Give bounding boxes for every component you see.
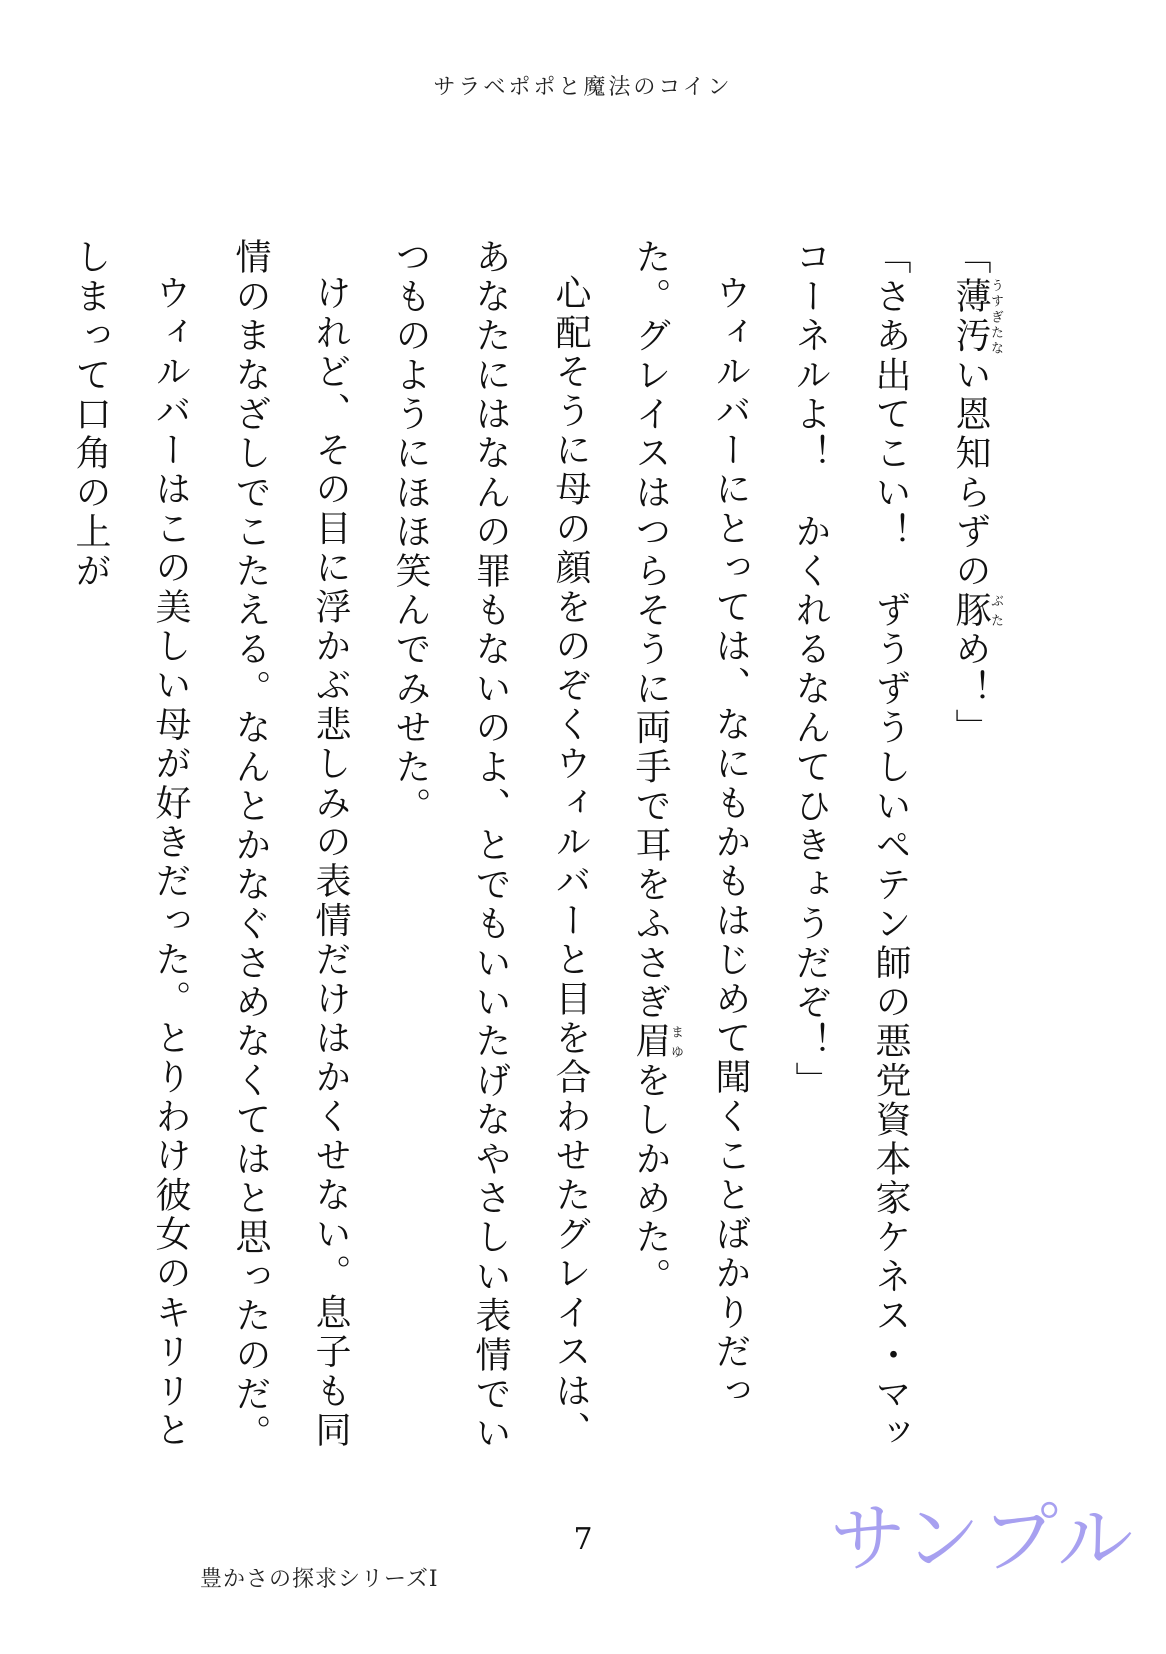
text-line-6: ウィルバーはこの美しい母が好きだった。とりわけ彼女のキリリとしまって口角の上が (70, 238, 191, 1450)
line-3-text: ウィルバーにとっては、なにもかもはじめて聞くことばかりだった。グレイスはつらそうに両手で耳をふさぎ (630, 238, 751, 1411)
line-1-open-quote: 「 (950, 238, 991, 278)
text-line-3 (610, 238, 770, 1458)
ruby-buta (950, 590, 1003, 631)
line-3-after: をしかめた。 (630, 1061, 671, 1297)
ruby-text-1: うすぎたな (988, 277, 1003, 356)
vertical-text-block (70, 238, 1010, 1458)
ruby-text-2: ぶた (988, 590, 1003, 631)
ruby-base-2: 豚 (950, 590, 991, 631)
page-number: 7 (573, 1522, 593, 1557)
sample-watermark: サンプル (830, 1494, 1136, 1583)
ruby-text-3: まゆ (668, 1022, 683, 1062)
ruby-mayu (630, 1022, 683, 1062)
text-line-4: 心配そうに母の顔をのぞくウィルバーと目を合わせたグレイスは、あなたにはなんの罪もないのよ、とでもいいたげなやさしい表情でいつものようにほほ笑んでみせた。 (390, 238, 591, 1454)
running-title: サラベポポと魔法のコイン (433, 75, 733, 100)
ruby-usugitana (950, 277, 1003, 356)
text-line-5: けれど、その目に浮かぶ悲しみの表情だけはかくせない。息子も同情のまなざしでこたえる。なんとかなぐさめなくてはと思ったのだ。 (230, 238, 351, 1454)
series-title: 豊かさの探求シリーズⅠ (200, 1567, 439, 1592)
line-1-close: め！」 (950, 630, 991, 748)
line-1-middle: い恩知らずの (950, 355, 991, 591)
text-line-2: 「さあ出てこい！ ずうずうしいペテン師の悪党資本家ケネス・マッコーネルよ！ かくれるなんてひきょうだぞ！」 (790, 238, 911, 1454)
ruby-base-1: 薄汚 (950, 277, 991, 356)
ruby-base-3: 眉 (630, 1022, 671, 1062)
text-line-1 (930, 238, 1010, 1458)
